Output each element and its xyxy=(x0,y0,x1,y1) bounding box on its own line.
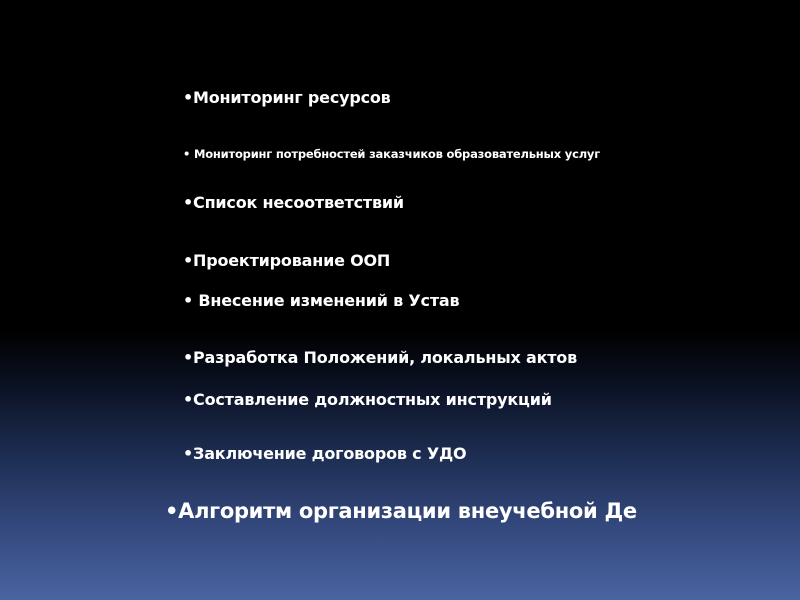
bullet-item-udo-contracts: •Заключение договоров с УДО xyxy=(183,444,467,463)
bullet-item-regulations-development: •Разработка Положений, локальных актов xyxy=(183,348,578,367)
bullet-item-resource-monitoring: •Мониторинг ресурсов xyxy=(183,88,391,107)
bullet-item-customer-needs-monitoring: • Мониторинг потребностей заказчиков образовательных услуг xyxy=(183,147,601,161)
bullet-item-charter-changes: • Внесение изменений в Устав xyxy=(183,291,460,310)
bullet-item-nonconformity-list: •Список несоответствий xyxy=(183,193,404,212)
bullet-item-oop-design: •Проектирование ООП xyxy=(183,251,391,270)
bullet-item-job-instructions: •Составление должностных инструкций xyxy=(183,390,552,409)
bullet-item-extracurricular-algorithm: •Алгоритм организации внеучебной Де xyxy=(165,499,637,523)
